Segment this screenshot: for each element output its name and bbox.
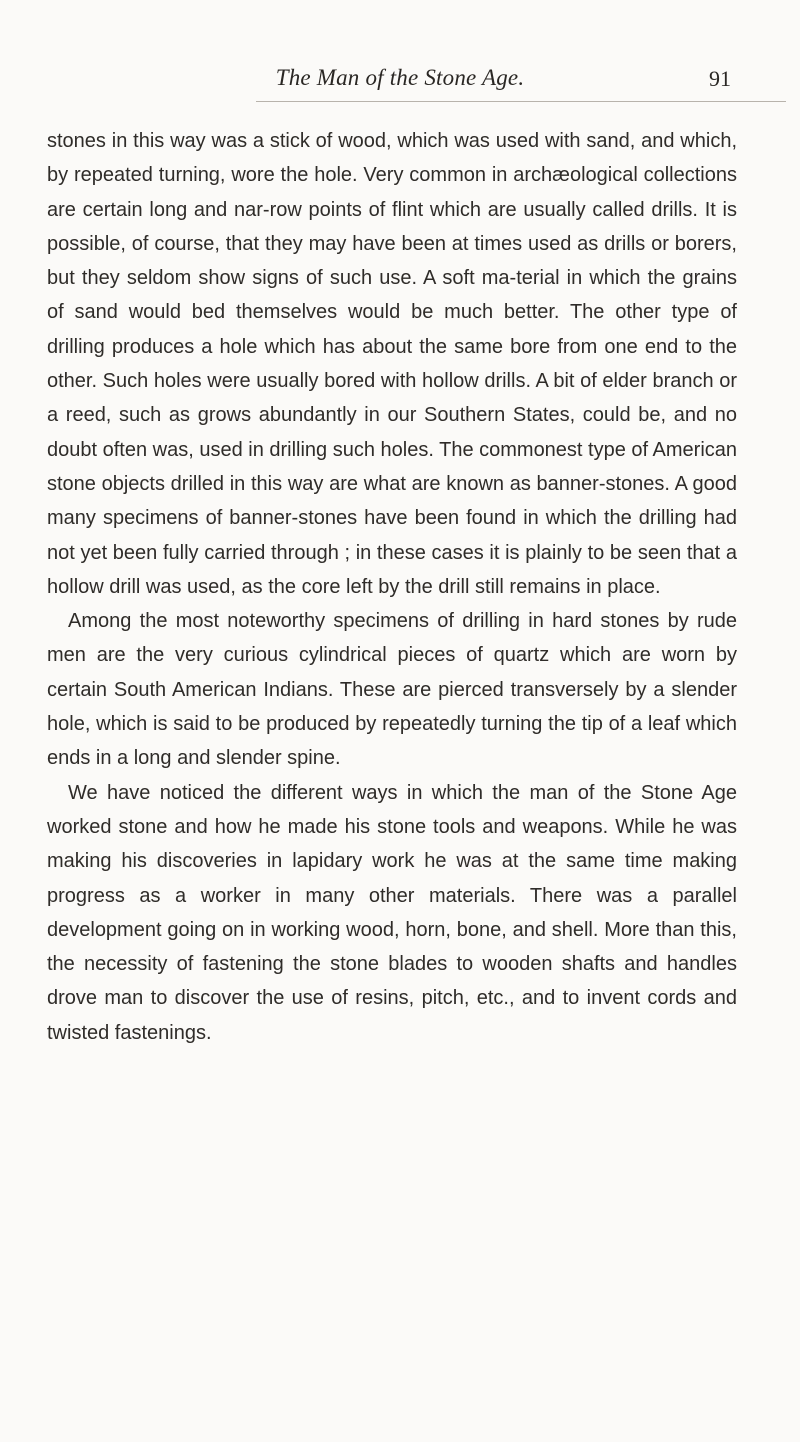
page-number: 91 [709,66,731,91]
header-rule [256,101,786,102]
body-text [47,124,737,1050]
paragraph-2: Among the most noteworthy specimens of drilling in hard stones by rude men are the very curious cylindrical pieces of quartz which are worn by certain South American Indians. These are pierced transversely by a slender hole, which is said to be produced by repeatedly turning the tip of a leaf which ends in a long and slender spine. [47,610,737,770]
paragraph-1: stones in this way was a stick of wood, which was used with sand, and which, by repeated turning, wore the hole. Very common in archæological collections are certain long and nar-row points of flint which are usually called drills. It is possible, of course, that they may have been at times used as drills or borers, but they seldom show signs of such use. A soft ma-terial in which the grains of sand would bed themselves would be much better. The other type of drilling produces a hole which has about the same bore from one end to the other. Such holes were usually bored with hollow drills. A bit of elder branch or a reed, such as grows abundantly in our Southern States, could be, and no doubt often was, used in drilling such holes. The commonest type of American stone objects drilled in this way are what are known as banner-stones. A good many specimens of banner-stones have been found in which the drilling had not yet been fully carried through ; in these cases it is plainly to be seen that a hollow drill was used, as the core left by the drill still remains in place. [47,130,738,598]
paragraph-3: We have noticed the different ways in which the man of the Stone Age worked stone and how he made his stone tools and weapons. While he was making his discoveries in lapidary work he was at the same time making progress as a worker in many other materials. There was a parallel development going on in working wood, horn, bone, and shell. More than this, the necessity of fastening the stone blades to wooden shafts and handles drove man to discover the use of resins, pitch, etc., and to invent cords and twisted fastenings. [47,781,737,1044]
running-title: The Man of the Stone Age. [275,65,525,90]
page-header [0,63,800,93]
